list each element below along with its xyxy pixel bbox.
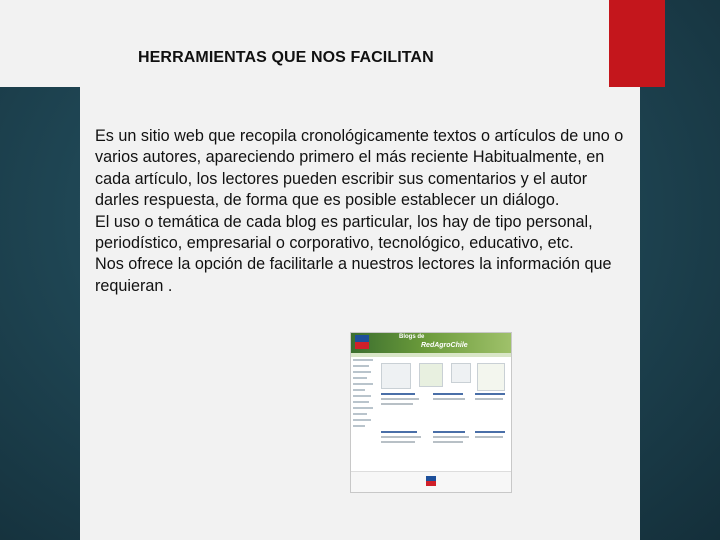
- title-panel: [0, 0, 609, 87]
- screenshot-sidebar: [353, 359, 375, 479]
- blog-website-screenshot: [350, 332, 512, 493]
- screenshot-text-line: [381, 403, 413, 405]
- screenshot-text-line: [433, 441, 463, 443]
- screenshot-header-title: Blogs de: [399, 334, 425, 340]
- paragraph-option: Nos ofrece la opción de facilitarle a nuestros lectores la información que requieran .: [95, 255, 612, 295]
- screenshot-header-subtitle: RedAgroChile: [421, 342, 468, 349]
- screenshot-link-line: [475, 431, 505, 433]
- screenshot-text-line: [381, 436, 421, 438]
- content-panel: [80, 87, 640, 540]
- screenshot-link-line: [433, 431, 465, 433]
- screenshot-text-line: [381, 398, 419, 400]
- screenshot-text-line: [475, 398, 503, 400]
- screenshot-link-line: [433, 393, 463, 395]
- screenshot-article-thumbnail: [419, 363, 443, 387]
- screenshot-text-line: [381, 441, 415, 443]
- screenshot-nav-bar: [351, 353, 511, 357]
- screenshot-header: [351, 333, 511, 353]
- screenshot-link-line: [381, 431, 417, 433]
- footer-logo-icon: [426, 476, 436, 486]
- paragraph-usage: El uso o temática de cada blog es particular, los hay de tipo personal, periodístico, empresarial o corporativo, tecnológico, educativo, etc.: [95, 212, 593, 253]
- government-logo-icon: [355, 335, 369, 349]
- body-text: [95, 126, 635, 297]
- paragraph-definition: Es un sitio web que recopila cronológicamente textos o artículos de uno o varios autores, apareciendo primero el más reciente Habitualmente, en cada artículo, los lectores pueden escribir sus comentarios y el autor darles respuesta, de forma que es posible establecer un diálogo.: [95, 127, 624, 210]
- screenshot-link-line: [381, 393, 415, 395]
- screenshot-footer: [351, 471, 511, 493]
- screenshot-link-line: [475, 393, 505, 395]
- screenshot-article-thumbnail: [451, 363, 471, 383]
- accent-bar: [609, 0, 665, 87]
- slide-title: HERRAMIENTAS QUE NOS FACILITAN: [138, 49, 434, 66]
- screenshot-text-line: [475, 436, 503, 438]
- screenshot-text-line: [433, 436, 469, 438]
- screenshot-text-line: [433, 398, 465, 400]
- screenshot-article-thumbnail: [381, 363, 411, 389]
- screenshot-article-thumbnail: [477, 363, 505, 391]
